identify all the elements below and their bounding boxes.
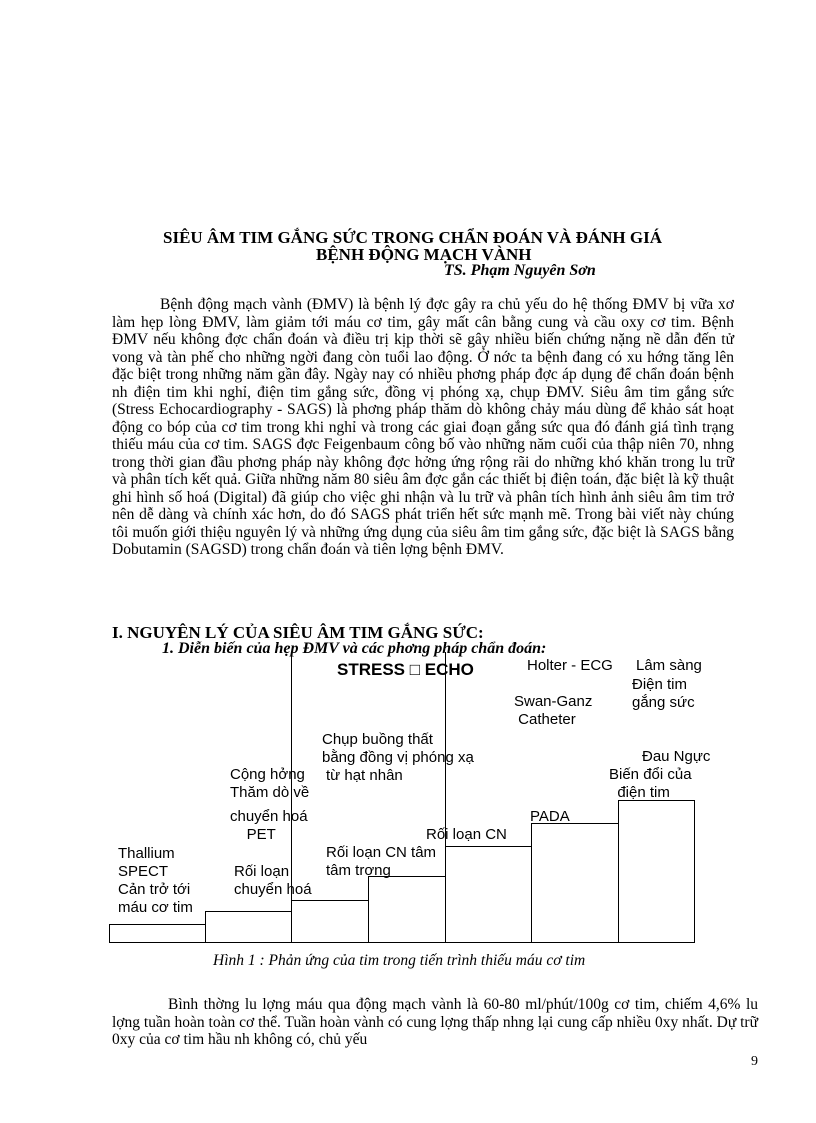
subsection-heading: 1. Diễn biến của hẹp ĐMV và các phơng pháp chẩn đoán:	[162, 640, 547, 657]
title-line-1: SIÊU ÂM TIM GẮNG SỨC TRONG CHẨN ĐOÁN VÀ ĐÁNH GIÁ	[163, 228, 663, 247]
figure-caption: Hình 1 : Phản ứng của tim trong tiến trình thiếu máu cơ tim	[213, 952, 586, 969]
roi-loan-cn-tam-truong-label: Rối loạn CN tâm tâm trơng	[326, 844, 437, 879]
roi-loan-cn-label: Rối loạn CN	[426, 826, 507, 843]
lam-sang-label: Lâm sàng	[636, 657, 702, 674]
author: TS. Phạm Nguyên Sơn	[444, 262, 596, 279]
stage-bar-1	[109, 924, 206, 943]
closing-paragraph: Bình thờng lu lợng máu qua động mạch vành là 60-80 ml/phút/100g cơ tim, chiếm 4,6% lu lợng tuần hoàn toàn cơ thể. Tuần hoàn vành có cung lợng thấp nhng lại cung cấp nhiều 0xy nhất. Dự trữ 0xy của cơ tim hầu nh không có, chủ yếu	[112, 996, 758, 1048]
thallium-spect-label: Thallium SPECT Cản trở tới máu cơ tim	[118, 845, 193, 916]
stage-bar-5	[445, 846, 532, 943]
stage-bar-7	[618, 800, 695, 943]
intro-paragraph: Bệnh động mạch vành (ĐMV) là bệnh lý đợc gây ra chủ yếu do hệ thống ĐMV bị vữa xơ làm hẹp lòng ĐMV, làm giảm tới máu cơ tim, gây mất cân bằng cung và cầu oxy cơ tim. Bệnh ĐMV nếu không đợc chẩn đoán và điều trị kịp thời sẽ gây nhiều biến chứng nặng nề dẫn đến tử vong và tàn phế cho những ngời đang còn tuổi lao động. Ở nớc ta bệnh đang có xu hớng tăng lên đặc biệt trong những năm gần đây. Ngày nay có nhiều phơng pháp đợc áp dụng để chẩn đoán bệnh nh điện tim khi nghỉ, điện tim gắng sức, đồng vị phóng xạ, chụp ĐMV. Siêu âm tim gắng sức (Stress Echocardiography - SAGS) là phơng pháp thăm dò không chảy máu dùng để khảo sát hoạt động co bóp của cơ tim trong khi nghỉ và trong các giai đoạn gắng sức qua đó đánh giá tình trạng thiếu máu của cơ tim. SAGS đợc Feigenbaum công bố vào những năm cuối của thập niên 70, nhng trong thời gian đầu phơng pháp này không đợc hởng ứng rộng rãi do những khó khăn trong lu trữ và phân tích kết quả. Giữa những năm 80 siêu âm đợc gắn các thiết bị điện toán, đặc biệt là kỹ thuật ghi hình số hoá (Digital) đã giúp cho việc ghi nhận và lu trữ và phân tích hình ảnh siêu âm tim trở nên dễ dàng và chính xác hơn, do đó SAGS phát triển hết sức mạnh mẽ. Trong bài viết này chúng tôi muốn giới thiệu nguyên lý và những ứng dụng của siêu âm tim gắng sức, đặc biệt là SAGS bằng Dobutamin (SAGSD) trong chẩn đoán và tiên lợng bệnh ĐMV.	[112, 296, 734, 558]
chuyen-hoa-pet-label: chuyển hoá PET	[230, 808, 308, 843]
holter-ecg-label: Holter - ECG	[527, 657, 613, 674]
pada-label: PADA	[530, 808, 570, 825]
chup-buong-that-label: Chụp buồng thất bằng đồng vị phóng xạ	[322, 731, 474, 766]
bien-doi-dien-tim-label: Biến đổi của điện tim	[609, 766, 692, 801]
stage-bar-2	[205, 911, 292, 943]
swan-ganz-label: Swan-Ganz Catheter	[514, 693, 593, 728]
stage-bar-4	[368, 876, 446, 943]
dien-tim-gang-suc-label: Điện tim gắng sức	[632, 676, 695, 711]
section-heading: I. NGUYÊN LÝ CỦA SIÊU ÂM TIM GẮNG SỨC:	[112, 623, 484, 642]
cong-huong-label: Cộng hởng Thăm dò về	[230, 766, 310, 801]
stage-bar-3	[291, 900, 369, 943]
dau-nguc-label: Đau Ngực	[642, 748, 711, 765]
page-number: 9	[751, 1054, 758, 1069]
roi-loan-chuyen-hoa-label: Rối loạn chuyển hoá	[234, 863, 312, 898]
stress-echo-label: STRESS □ ECHO	[337, 660, 474, 679]
tu-hat-nhan-label: từ hạt nhân	[326, 767, 403, 784]
stage-bar-6	[531, 823, 619, 943]
title-line-2: BỆNH ĐỘNG MẠCH VÀNH	[316, 245, 532, 264]
